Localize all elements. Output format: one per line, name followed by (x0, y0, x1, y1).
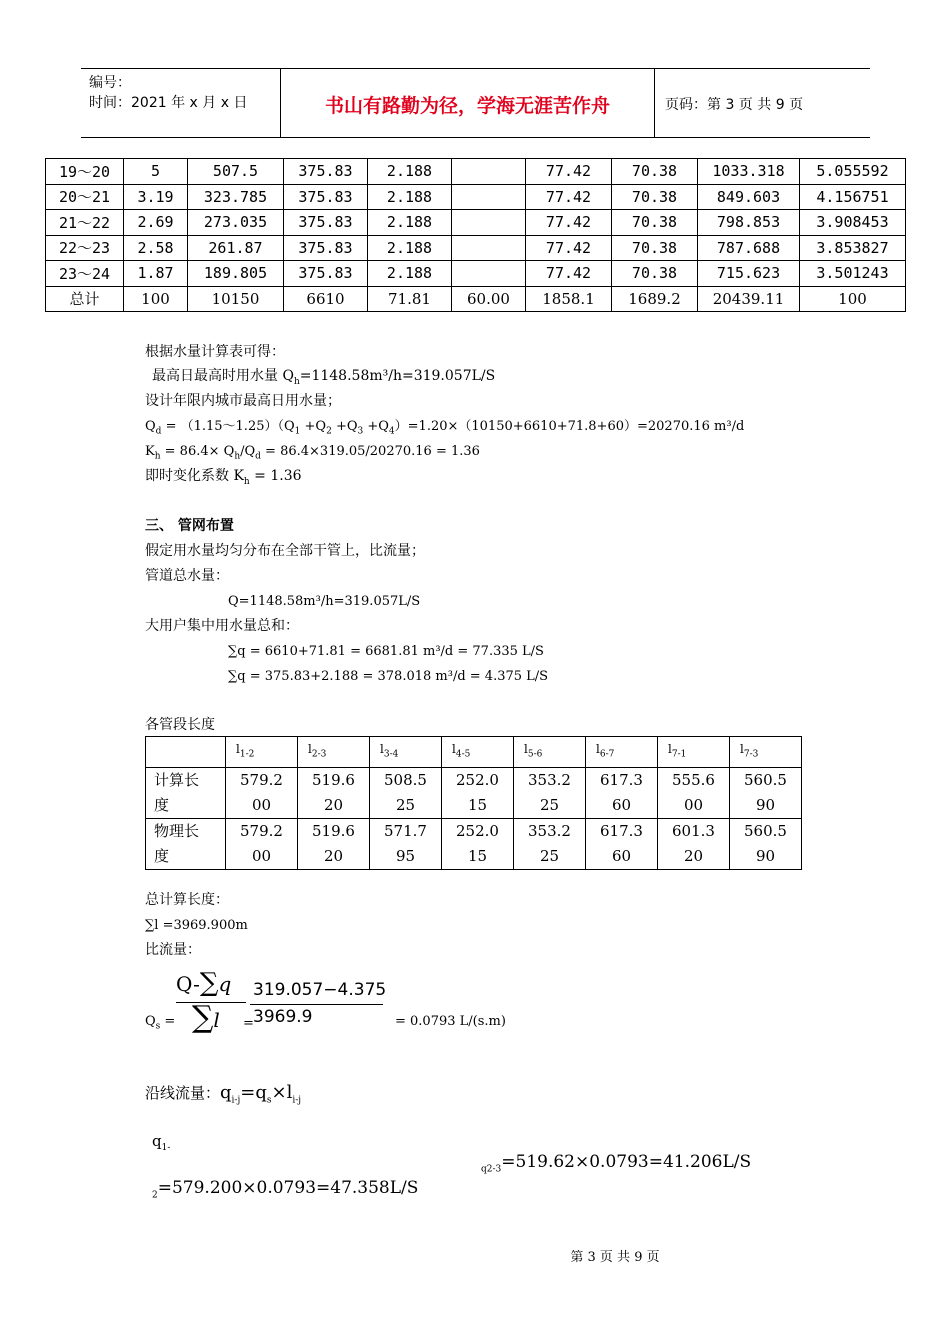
table-cell: 375.83 (284, 261, 368, 287)
total-length: ∑l =3969.900m (145, 918, 248, 933)
table-cell: 375.83 (284, 235, 368, 261)
table-cell: 375.83 (284, 159, 368, 185)
table-cell: 1033.318 (698, 159, 800, 185)
length-cell: 353.2 25 (514, 819, 586, 870)
length-table-title: 各管段长度 (145, 717, 215, 733)
table-cell: 21～22 (46, 210, 124, 236)
table-cell: 1689.2 (612, 286, 698, 312)
table-cell: 6610 (284, 286, 368, 312)
table-cell: 20～21 (46, 184, 124, 210)
row-label: 物理长 度 (146, 819, 226, 870)
header-number: 编号： (89, 75, 131, 91)
formula-num-left: Q-∑q (176, 968, 232, 998)
table-row (46, 261, 906, 287)
sum-q-2: ∑q = 375.83+2.188 = 378.018 m³/d = 4.375 L/S (228, 669, 549, 684)
formula-den-right: 3969.9 (253, 1007, 313, 1027)
length-cell: 519.6 20 (298, 819, 370, 870)
table-row (46, 210, 906, 236)
table-cell (452, 210, 526, 236)
formula-num-right: 319.057−4.375 (253, 980, 387, 1000)
column-header: $l_{1-2}$ (226, 737, 298, 768)
header-subscript: 3-4 (383, 749, 399, 760)
calc-intro: 根据水量计算表可得： (145, 344, 285, 360)
table-cell (452, 159, 526, 185)
formula-den-left: ∑l (192, 1000, 220, 1035)
table-cell: 3.853827 (800, 235, 906, 261)
table-cell (452, 184, 526, 210)
table-cell: 2.188 (368, 210, 452, 236)
calc-kh-result: 即时变化系数 $K_h = 1.36$ (145, 468, 302, 487)
column-header: $l_{3-4}$ (370, 737, 442, 768)
calc-kh: $K_h = 86.4\times Q_h/Q_d = 86.4\times 319.05/20270.16 = 1.36$ (145, 444, 480, 462)
table-cell: 2.188 (368, 235, 452, 261)
table-cell: 70.38 (612, 210, 698, 236)
length-cell: 579.2 00 (226, 819, 298, 870)
table-cell: 77.42 (526, 261, 612, 287)
column-header: $l_{7-1}$ (658, 737, 730, 768)
header-subscript: 5-6 (527, 749, 543, 760)
header-meta (89, 73, 279, 113)
table-cell: 70.38 (612, 261, 698, 287)
column-header: $l_{4-5}$ (442, 737, 514, 768)
formula-eq: = (243, 1016, 254, 1031)
table-cell: 71.81 (368, 286, 452, 312)
table-row (46, 235, 906, 261)
table-cell: 2.188 (368, 159, 452, 185)
section-title: 三、 管网布置 (145, 518, 234, 534)
pipe-length-table (145, 736, 802, 870)
header-subscript: 4-5 (455, 749, 471, 760)
header-subscript: 7-3 (743, 749, 759, 760)
table-cell: 70.38 (612, 235, 698, 261)
table-cell: 70.38 (612, 184, 698, 210)
section-line: 大用户集中用水量总和： (145, 618, 299, 634)
table-cell: 273.035 (188, 210, 284, 236)
table-cell: 1858.1 (526, 286, 612, 312)
table-cell: 100 (124, 286, 188, 312)
table-cell: 715.623 (698, 261, 800, 287)
table-cell: 77.42 (526, 210, 612, 236)
page-header (81, 68, 870, 138)
column-header: $l_{2-3}$ (298, 737, 370, 768)
table-cell: 100 (800, 286, 906, 312)
length-cell: 617.3 60 (586, 819, 658, 870)
length-cell: 508.5 25 (370, 768, 442, 819)
section-line: 假定用水量均匀分布在全部干管上，比流量； (145, 543, 425, 559)
table-cell: 20439.11 (698, 286, 800, 312)
table-cell: 849.603 (698, 184, 800, 210)
table-cell: 323.785 (188, 184, 284, 210)
table-cell: 1.87 (124, 261, 188, 287)
q12-prefix: $q_{1-}$ (152, 1132, 171, 1153)
q23-value: $_{q2-3}$=519.62×0.0793=41.206L/S (481, 1152, 752, 1175)
length-cell: 560.5 90 (730, 819, 802, 870)
header-time: 时间：2021 年 x 月 x 日 (89, 95, 248, 111)
table-cell: 375.83 (284, 210, 368, 236)
specific-flow-label: 比流量： (145, 942, 201, 958)
table-row (46, 184, 906, 210)
header-motto: 书山有路勤为径，学海无涯苦作舟 (324, 95, 610, 117)
length-cell: 617.3 60 (586, 768, 658, 819)
table-cell: 375.83 (284, 184, 368, 210)
calc-design-title: 设计年限内城市最高日用水量； (145, 393, 341, 409)
length-cell: 353.2 25 (514, 768, 586, 819)
section-line: 管道总水量： (145, 568, 229, 584)
table-cell: 60.00 (452, 286, 526, 312)
table-cell (452, 261, 526, 287)
fraction-bar (250, 1004, 383, 1005)
table-cell (452, 235, 526, 261)
table-cell: 总计 (46, 286, 124, 312)
header-divider (654, 69, 655, 137)
table-cell: 77.42 (526, 159, 612, 185)
row-label: 计算长 度 (146, 768, 226, 819)
header-subscript: 2-3 (311, 749, 327, 760)
table-cell: 10150 (188, 286, 284, 312)
table-cell: 3.19 (124, 184, 188, 210)
table-cell: 2.188 (368, 184, 452, 210)
length-cell: 555.6 00 (658, 768, 730, 819)
table-cell: 5.055592 (800, 159, 906, 185)
table-cell: 3.501243 (800, 261, 906, 287)
table-cell: 2.69 (124, 210, 188, 236)
calc-qh: 最高日最高时用水量 $Q_h=1148.58m^3/h=319.057L/S$ (152, 368, 496, 387)
table-cell: 2.188 (368, 261, 452, 287)
table-corner (146, 737, 226, 768)
header-subscript: 7-1 (671, 749, 687, 760)
qs-label: $Q_s$ = (145, 1014, 176, 1032)
length-cell: 560.5 90 (730, 768, 802, 819)
column-header: $l_{5-6}$ (514, 737, 586, 768)
table-cell: 4.156751 (800, 184, 906, 210)
table-cell: 77.42 (526, 184, 612, 210)
column-header: $l_{6-7}$ (586, 737, 658, 768)
table-cell: 2.58 (124, 235, 188, 261)
table-cell: 70.38 (612, 159, 698, 185)
formula-result: = 0.0793 L/(s.m) (395, 1014, 506, 1029)
table-cell: 3.908453 (800, 210, 906, 236)
table-cell: 19～20 (46, 159, 124, 185)
table-cell: 23～24 (46, 261, 124, 287)
table-cell: 798.853 (698, 210, 800, 236)
page-footer: 第 3 页 共 9 页 (570, 1250, 660, 1265)
table-cell: 77.42 (526, 235, 612, 261)
table-row (46, 159, 906, 185)
table-cell: 787.688 (698, 235, 800, 261)
calc-qd: $Q_d$ = $(1.15\sim 1.25)(Q_1 +Q_2 +Q_3 +Q_4)=1.20\times(10150+6610+71.8+60)=20270.16$ m³/d (145, 419, 745, 437)
q12-value: $_2$=579.200×0.0793=47.358L/S (152, 1178, 419, 1201)
column-header: $l_{7-3}$ (730, 737, 802, 768)
table-cell: 507.5 (188, 159, 284, 185)
total-length-label: 总计算长度： (145, 892, 229, 908)
length-cell: 252.0 15 (442, 768, 514, 819)
header-subscript: 6-7 (599, 749, 615, 760)
flow-formula: 沿线流量：$q_{i-j}=q_s\times l_{i-j}$ (145, 1082, 302, 1106)
length-cell: 252.0 15 (442, 819, 514, 870)
table-cell: 22～23 (46, 235, 124, 261)
header-subscript: 1-2 (239, 749, 255, 760)
sum-q-1: ∑q = 6610+71.81 = 6681.81 m³/d = 77.335 L/S (228, 644, 544, 659)
water-consumption-table (45, 158, 906, 312)
length-cell: 519.6 20 (298, 768, 370, 819)
header-page-number: 页码：第 3 页 共 9 页 (665, 97, 804, 113)
length-cell: 579.2 00 (226, 768, 298, 819)
length-cell: 601.3 20 (658, 819, 730, 870)
table-cell: 261.87 (188, 235, 284, 261)
table-cell: 189.805 (188, 261, 284, 287)
table-cell: 5 (124, 159, 188, 185)
length-cell: 571.7 95 (370, 819, 442, 870)
table-row (46, 286, 906, 312)
total-flow: Q=1148.58m³/h=319.057L/S (228, 594, 421, 609)
